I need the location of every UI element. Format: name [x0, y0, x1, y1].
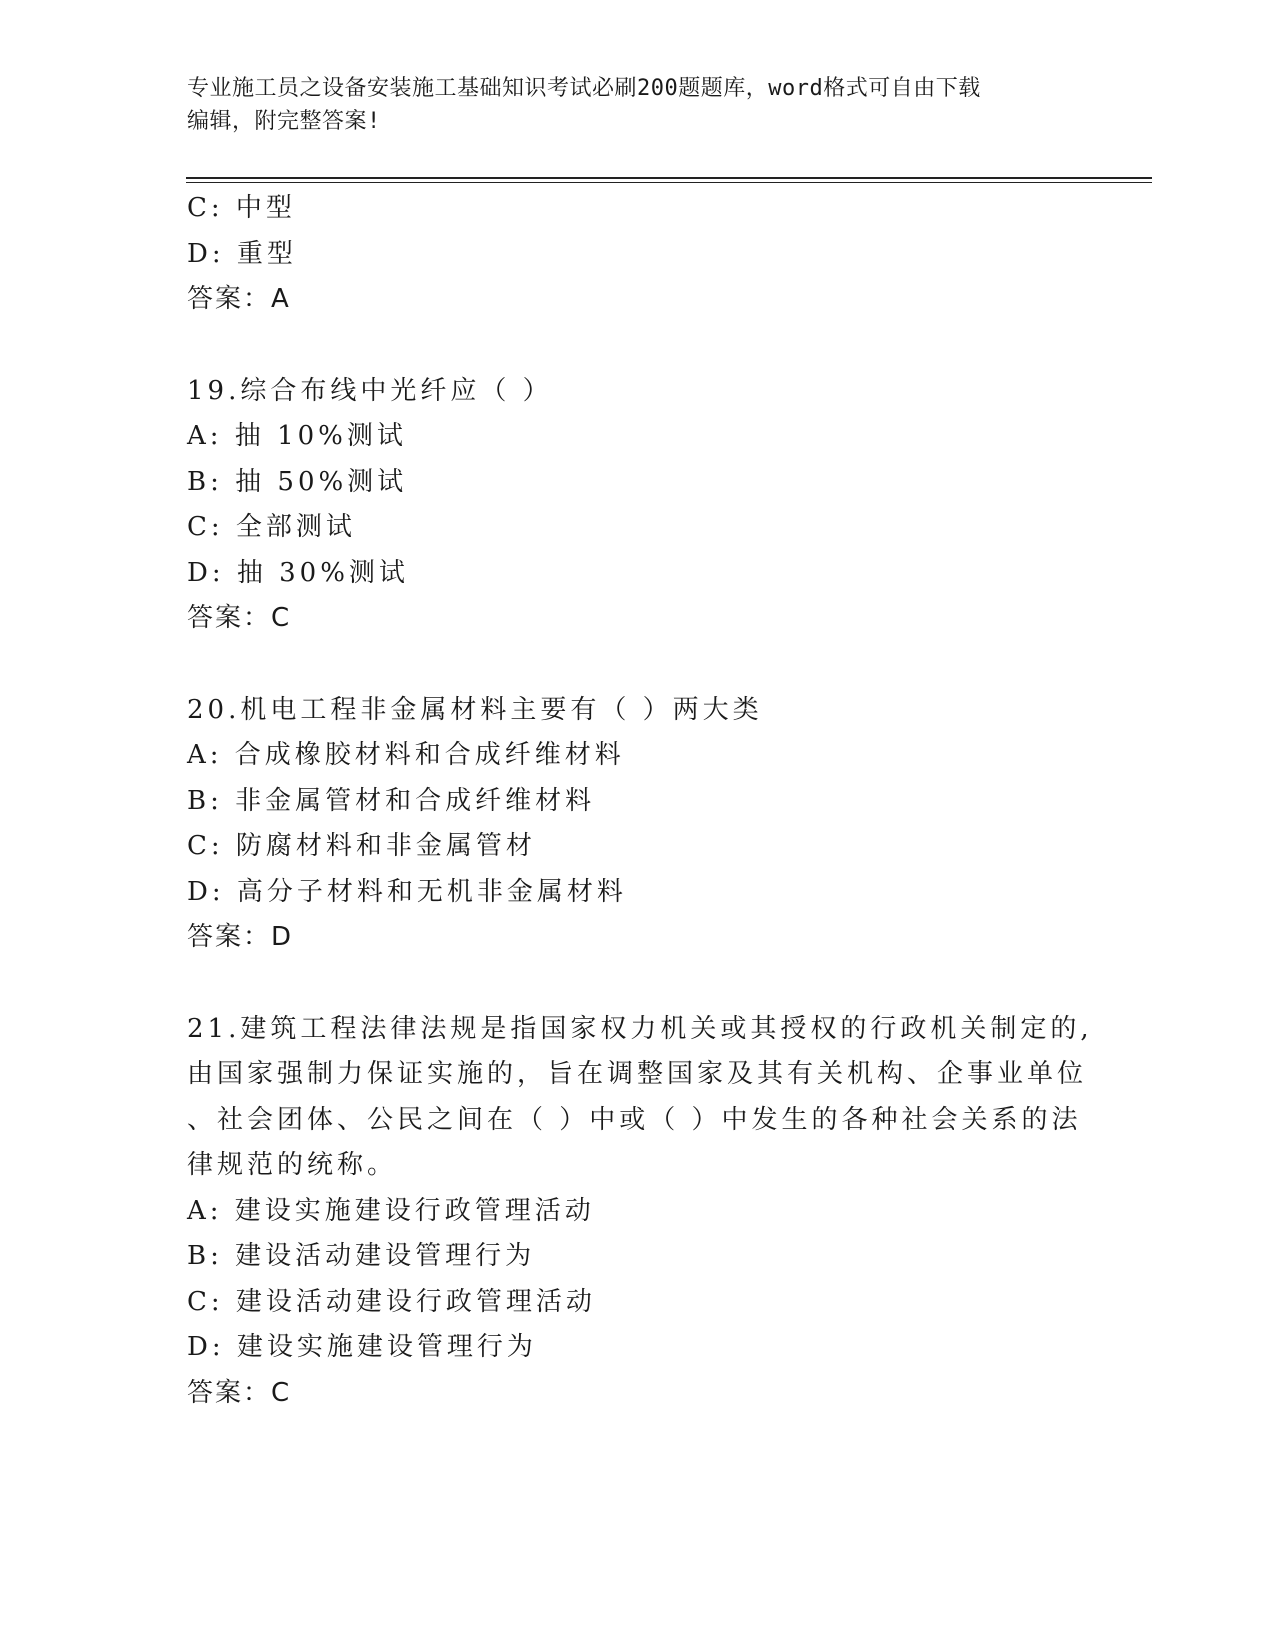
option-b: B: 建设活动建设管理行为	[187, 1241, 536, 1271]
question-19	[187, 369, 1087, 642]
question-20	[187, 688, 1087, 961]
document-body	[187, 186, 1093, 1416]
spacer	[187, 323, 1087, 369]
page-header	[187, 72, 1067, 138]
question-stem-line-4: 律规范的统称。	[187, 1150, 398, 1180]
header-line-2: 编辑，附完整答案!	[187, 109, 381, 134]
option-d: D: 高分子材料和无机非金属材料	[187, 876, 627, 907]
question-stem-line-3: 、社会团体、公民之间在（ ）中或（ ）中发生的各种社会关系的法	[187, 1104, 1082, 1135]
header-line-1: 专业施工员之设备安装施工基础知识考试必刷200题题库，word格式可自由下载	[187, 76, 981, 101]
answer-line: 答案：C	[187, 1377, 292, 1408]
option-c: C: 建设活动建设行政管理活动	[187, 1286, 596, 1317]
option-c: C: 防腐材料和非金属管材	[187, 831, 536, 861]
option-d: D: 建设实施建设管理行为	[187, 1332, 537, 1362]
answer-line: 答案：A	[187, 284, 291, 314]
option-a: A: 合成橡胶材料和合成纤维材料	[187, 740, 625, 770]
option-d: D: 抽 30%测试	[187, 557, 409, 588]
answer-line: 答案：C	[187, 603, 292, 633]
question-stem: 19.综合布线中光纤应（ ）	[187, 375, 553, 406]
header-divider-thick	[186, 177, 1152, 179]
header-divider-thin	[186, 182, 1152, 183]
option-a: A: 抽 10%测试	[187, 421, 407, 451]
option-b: B: 非金属管材和合成纤维材料	[187, 785, 596, 816]
continued-question	[187, 186, 1087, 323]
option-a: A: 建设实施建设行政管理活动	[187, 1195, 595, 1226]
answer-line: 答案：D	[187, 922, 294, 952]
question-stem-line-1: 21.建筑工程法律法规是指国家权力机关或其授权的行政机关制定的,	[187, 1013, 1093, 1044]
question-21	[187, 1007, 1093, 1417]
spacer	[187, 961, 1087, 1007]
spacer	[187, 642, 1087, 688]
option-b: B: 抽 50%测试	[187, 466, 408, 497]
option-c: C: 中型	[187, 193, 296, 223]
option-d: D: 重型	[187, 238, 297, 269]
question-stem: 20.机电工程非金属材料主要有（ ）两大类	[187, 694, 763, 725]
option-c: C: 全部测试	[187, 512, 356, 542]
question-stem-line-2: 由国家强制力保证实施的，旨在调整国家及其有关机构、企事业单位	[187, 1059, 1088, 1089]
